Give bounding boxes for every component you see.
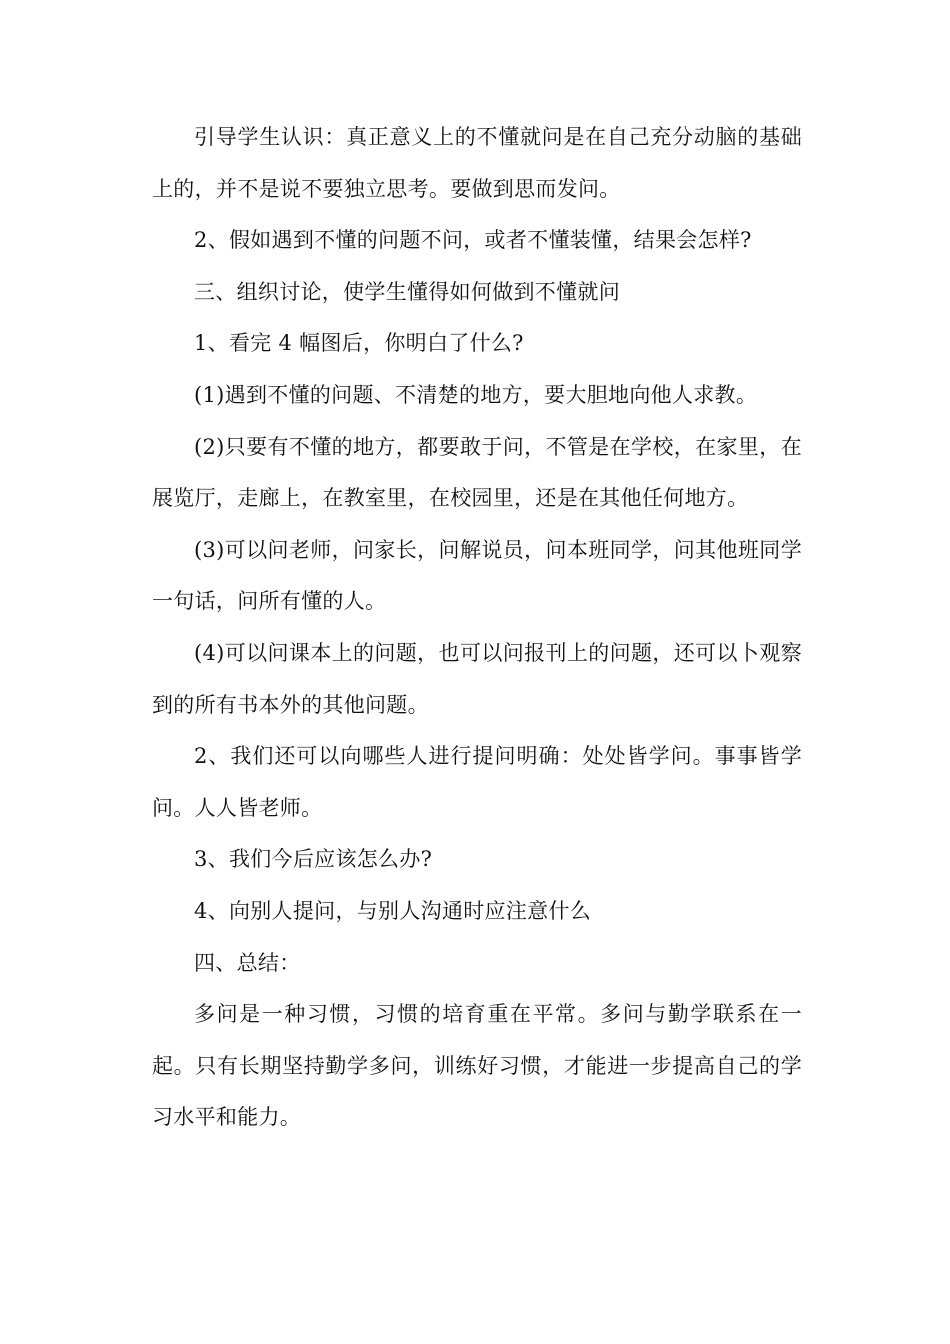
paragraph-question-2b: 2、我们还可以向哪些人进行提问明确：处处皆学问。事事皆学问。人人皆老师。 <box>152 744 802 820</box>
paragraph-question-1: 1、看完 4 幅图后，你明白了什么? <box>194 331 524 356</box>
list-item-3: (3)可以问老师，问家长，问解说员，问本班同学，问其他班同学一句话，问所有懂的人。 <box>152 537 802 614</box>
list-item-4: (4)可以问课本上的问题，也可以问报刊上的问题，还可以卜观察到的所有书本外的其他问题。 <box>152 640 802 717</box>
paragraph-question-2: 2、假如遇到不懂的问题不问，或者不懂装懂，结果会怎样? <box>194 228 752 253</box>
section-heading-3: 三、组织讨论，使学生懂得如何做到不懂就问 <box>194 279 620 304</box>
paragraph-guide-understanding: 引导学生认识：真正意义上的不懂就问是在自己充分动脑的基础上的，并不是说不要独立思考。要做到思而发问。 <box>152 125 802 201</box>
paragraph-question-3: 3、我们今后应该怎么办? <box>194 847 433 872</box>
paragraph-summary: 多问是一种习惯，习惯的培育重在平常。多问与勤学联系在一起。只有长期坚持勤学多问，训练好习惯，才能进一步提高自己的学习水平和能力。 <box>152 1002 802 1130</box>
paragraph-question-4: 4、向别人提问，与别人沟通时应注意什么 <box>194 898 592 923</box>
list-item-1: (1)遇到不懂的问题、不清楚的地方，要大胆地向他人求教。 <box>194 382 758 407</box>
section-heading-4: 四、总结： <box>194 950 301 975</box>
document-body <box>152 112 802 1144</box>
list-item-2: (2)只要有不懂的地方，都要敢于问，不管是在学校，在家里，在展览厅，走廊上，在教室里，在校园里，还是在其他任何地方。 <box>152 434 802 511</box>
